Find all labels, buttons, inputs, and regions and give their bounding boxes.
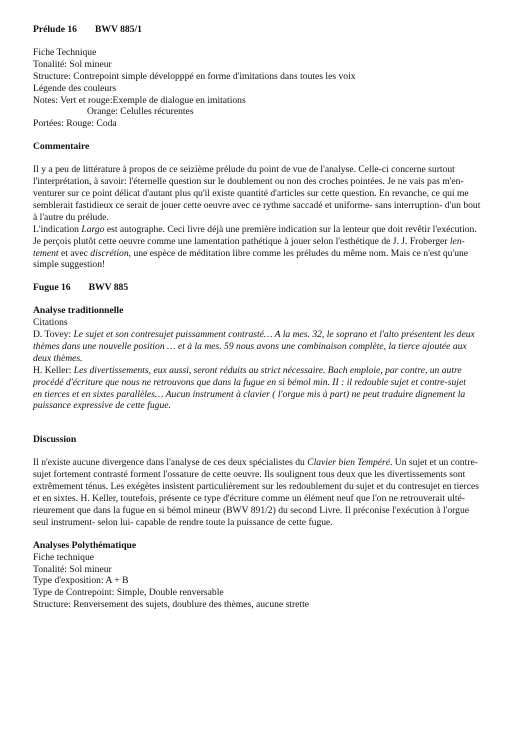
fiche-line-portees: Portées: Rouge: Coda	[33, 118, 117, 130]
lentement-term: len-	[449, 235, 465, 247]
text-line: L'indication Largo est autographe. Ceci livre déjà une première indication sur la lenteur que doit revêtir l'exécution.	[33, 223, 477, 235]
fiche-line-orange: Orange: Celulles récurentes	[87, 106, 194, 118]
clavier-title: Clavier bien Tempéré	[307, 457, 390, 469]
prelude-fiche	[33, 47, 493, 130]
discussion-heading: Discussion	[33, 434, 77, 446]
fiche-line: Type de Contrepoint: Simple, Double renversable	[33, 587, 224, 599]
prelude-title: Prélude 16	[33, 24, 77, 35]
text-line: seul instrument- selon lui- capable de rendre toute la puissance de cette fugue.	[33, 516, 333, 528]
fiche-line: Tonalité: Sol mineur	[33, 58, 112, 70]
citation-text: Le sujet et son contresujet puissamment contrasté… A la mes. 32, le soprano et l'alto présentent les deux	[73, 329, 475, 341]
text-line: l'interprétation, à savoir: l'éternelle question sur le doublement ou non des croches pointées. Je ne vais pas m'en-	[33, 176, 464, 188]
citation-text: Les divertissements, eux aussi, seront réduits au strict nécessaire. Bach emploie, par contre, un autre	[73, 364, 462, 376]
keller-citation	[33, 365, 493, 413]
text-line: extrêmement ténus. Les exégètes insistent particulièrement sur les redoublement du sujet et du contresujet en tierces	[33, 481, 479, 493]
fugue-title: Fugue 16	[33, 282, 71, 294]
tovey-citation	[33, 329, 493, 365]
text-line: rieurement que dans la fugue en si bémol mineur (BWV 891/2) du second Livre. Il préconise l'exécution à l'orgue	[33, 504, 470, 516]
text-line: semblerait fastidieux ce serait de jouer cette oeuvre avec ce rythme saccadé et uniforme- sans interruption- d'un bout	[33, 199, 481, 211]
prelude-bwv: BWV 885/1	[94, 24, 142, 35]
text-line: à l'autre du prélude.	[33, 211, 109, 223]
citation-text: thèmes dans une nouvelle position … et à la mes. 59 nous avons une combinaison complète, la tierce ajoutée aux	[33, 340, 467, 352]
text-line: Il n'existe aucune divergence dans l'analyse de ces deux spécialistes du Clavier bien Tempéré. Un sujet et un contre-	[33, 457, 478, 469]
fiche-line: Type d'exposition: A + B	[33, 575, 129, 587]
discretion-term: discrétion	[90, 247, 129, 259]
fiche-line: Fiche technique	[33, 551, 95, 563]
discussion-paragraph	[33, 457, 493, 528]
commentaire-paragraph-1	[33, 164, 493, 224]
text-line: sujet fortement contrasté forment l'ossature de cette oeuvre. Ils soulignent tous deux que les divertissements sont	[33, 469, 466, 481]
text-line: Je perçois plutôt cette oeuvre comme une lamentation pathétique à jouer selon l'esthétique de J. J. Froberger len-	[33, 235, 465, 247]
text-line: simple suggestion!	[33, 259, 106, 271]
fiche-line: Fiche Technique	[33, 46, 97, 58]
citation-text: puissance expressive de cette fugue.	[33, 400, 171, 412]
fiche-line: Notes: Vert et rouge:Exemple de dialogue en imitations	[33, 94, 246, 106]
prelude-heading	[33, 24, 493, 36]
fiche-line: Légende des couleurs	[33, 82, 117, 94]
fiche-line: Structure: Contrepoint simple développpé en forme d'imitations dans toutes les voix	[33, 70, 356, 82]
fiche-line: Tonalité: Sol mineur	[33, 563, 112, 575]
poly-heading: Analyses Polythématique	[33, 539, 137, 551]
text-line: Il y a peu de littérature à propos de ce seizième prélude du point de vue de l'analyse. Celle-ci concerne surtout	[33, 164, 455, 176]
commentaire-paragraph-2	[33, 224, 493, 272]
citation-text: en tierces et en sixtes parallèles… Aucun instrument à clavier ( l'orgue mis à part) ne peut traduire dignement la	[33, 388, 466, 400]
citations-label: Citations	[33, 317, 68, 329]
analyse-heading: Analyse traditionnelle	[33, 305, 124, 317]
fugue-heading	[33, 282, 493, 294]
document-page	[33, 24, 493, 611]
text-line: tement et avec discrétion, une espèce de méditation libre comme les préludes du même nom. Mais ce n'est qu'une	[33, 247, 469, 259]
keller-label: H. Keller:	[33, 364, 74, 376]
largo-term: Largo	[81, 223, 105, 235]
citation-text: deux thèmes.	[33, 352, 83, 364]
fugue-bwv: BWV 885	[88, 282, 129, 294]
tovey-label: D. Tovey:	[33, 329, 74, 341]
commentaire-heading: Commentaire	[33, 141, 90, 153]
poly-fiche	[33, 552, 493, 612]
fiche-line: Structure: Renversement des sujets, doublure des thèmes, aucune strette	[33, 599, 310, 611]
lentement-term-end: tement	[33, 247, 59, 259]
text-line: et en sixtes. H. Keller, toutefois, présente ce type d'écriture comme un élément neuf que l'on ne retrouverait ulté-	[33, 493, 465, 504]
text-line: venturer sur ce point délicat d'autant plus qu'il existe quantité d'articles sur cette question. En revanche, ce qui me	[33, 187, 469, 199]
citation-text: procédé d'écriture que nous ne retrouvons que dans la fugue en si bémol min. II : il redouble sujet et contre-sujet	[33, 376, 466, 388]
